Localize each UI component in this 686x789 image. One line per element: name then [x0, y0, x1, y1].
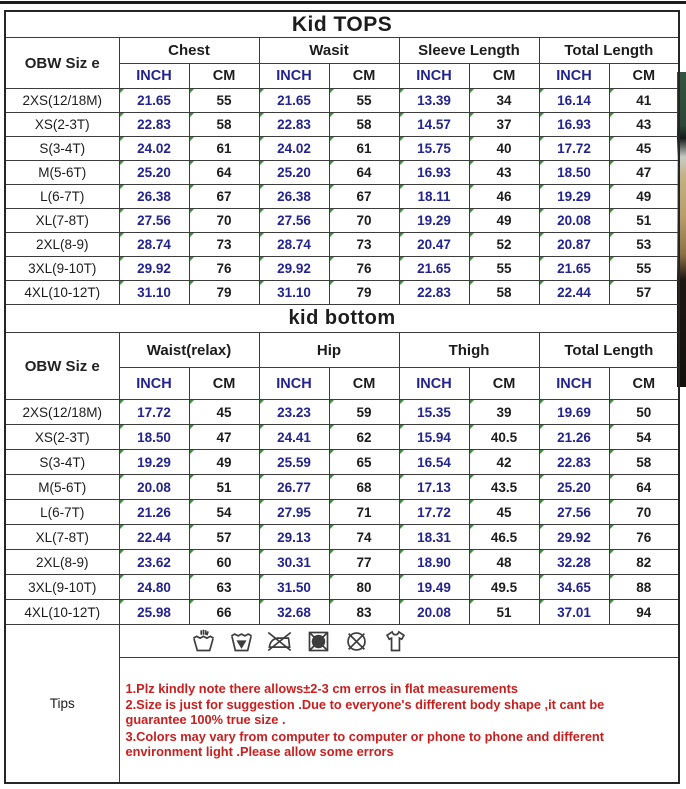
- tshirt-icon: [382, 628, 409, 655]
- cm-value-cell: 55: [329, 89, 399, 113]
- care-icons-row: [5, 625, 679, 658]
- unit-header-cm: CM: [469, 64, 539, 89]
- cm-value-cell: 51: [189, 475, 259, 500]
- bottoms-group-waist-relax: Waist(relax): [119, 333, 259, 368]
- cm-value-cell: 63: [189, 575, 259, 600]
- cm-value-cell: 64: [609, 475, 679, 500]
- inch-value-cell: 26.38: [119, 185, 189, 209]
- unit-header-cm: CM: [609, 368, 679, 400]
- inch-value-cell: 31.50: [259, 575, 329, 600]
- inch-value-cell: 16.93: [539, 113, 609, 137]
- inch-value-cell: 25.20: [539, 475, 609, 500]
- size-label-cell: XL(7-8T): [5, 209, 119, 233]
- inch-value-cell: 18.31: [399, 525, 469, 550]
- cm-value-cell: 43: [469, 161, 539, 185]
- cm-value-cell: 76: [609, 525, 679, 550]
- bottoms-group-header-row: [5, 333, 679, 368]
- inch-value-cell: 24.02: [259, 137, 329, 161]
- tip-line-3: 3.Colors may vary from computer to computer or phone to phone and different environment light .Please allow some errors: [125, 728, 605, 760]
- inch-value-cell: 18.11: [399, 185, 469, 209]
- size-label-cell: 3XL(9-10T): [5, 575, 119, 600]
- cm-value-cell: 79: [189, 281, 259, 305]
- inch-value-cell: 27.56: [539, 500, 609, 525]
- size-label-cell: 3XL(9-10T): [5, 257, 119, 281]
- tops-title: Kid TOPS: [5, 11, 679, 38]
- inch-value-cell: 17.72: [119, 400, 189, 425]
- inch-value-cell: 18.50: [119, 425, 189, 450]
- inch-value-cell: 26.77: [259, 475, 329, 500]
- table-row: [5, 233, 679, 257]
- cm-value-cell: 49: [609, 185, 679, 209]
- table-row: [5, 257, 679, 281]
- cm-value-cell: 43.5: [469, 475, 539, 500]
- size-label-cell: XS(2-3T): [5, 425, 119, 450]
- cm-value-cell: 58: [329, 113, 399, 137]
- inch-value-cell: 29.13: [259, 525, 329, 550]
- table-row: [5, 113, 679, 137]
- cm-value-cell: 55: [189, 89, 259, 113]
- cm-value-cell: 47: [609, 161, 679, 185]
- cm-value-cell: 79: [329, 281, 399, 305]
- cm-value-cell: 37: [469, 113, 539, 137]
- cm-value-cell: 74: [329, 525, 399, 550]
- inch-value-cell: 24.02: [119, 137, 189, 161]
- size-label-cell: 4XL(10-12T): [5, 600, 119, 625]
- table-row: [5, 89, 679, 113]
- cm-value-cell: 50: [609, 400, 679, 425]
- inch-value-cell: 27.56: [259, 209, 329, 233]
- cm-value-cell: 76: [189, 257, 259, 281]
- cm-value-cell: 77: [329, 550, 399, 575]
- unit-header-inch: INCH: [119, 64, 189, 89]
- size-label-cell: L(6-7T): [5, 185, 119, 209]
- table-row: [5, 425, 679, 450]
- tops-header-section: [5, 11, 679, 89]
- inch-value-cell: 22.44: [119, 525, 189, 550]
- inch-value-cell: 18.50: [539, 161, 609, 185]
- cm-value-cell: 46.5: [469, 525, 539, 550]
- bottoms-size-column-header: OBW Siz e: [5, 333, 119, 400]
- unit-header-cm: CM: [329, 64, 399, 89]
- inch-value-cell: 15.35: [399, 400, 469, 425]
- tops-group-header-row: [5, 38, 679, 64]
- cm-value-cell: 46: [469, 185, 539, 209]
- wash-tub-icon: [228, 628, 255, 655]
- inch-value-cell: 21.65: [119, 89, 189, 113]
- inch-value-cell: 22.44: [539, 281, 609, 305]
- cm-value-cell: 40.5: [469, 425, 539, 450]
- cm-value-cell: 58: [189, 113, 259, 137]
- size-label-cell: 2XL(8-9): [5, 233, 119, 257]
- inch-value-cell: 25.20: [119, 161, 189, 185]
- bottoms-data-section: [5, 400, 679, 625]
- cm-value-cell: 58: [609, 450, 679, 475]
- inch-value-cell: 13.39: [399, 89, 469, 113]
- inch-value-cell: 16.14: [539, 89, 609, 113]
- inch-value-cell: 25.20: [259, 161, 329, 185]
- cm-value-cell: 60: [189, 550, 259, 575]
- inch-value-cell: 23.23: [259, 400, 329, 425]
- inch-value-cell: 20.08: [539, 209, 609, 233]
- inch-value-cell: 25.59: [259, 450, 329, 475]
- cm-value-cell: 45: [189, 400, 259, 425]
- tops-group-sleeve-length: Sleeve Length: [399, 38, 539, 64]
- cm-value-cell: 67: [189, 185, 259, 209]
- cm-value-cell: 55: [609, 257, 679, 281]
- inch-value-cell: 31.10: [259, 281, 329, 305]
- bottoms-title: kid bottom: [5, 305, 679, 333]
- cm-value-cell: 55: [469, 257, 539, 281]
- cm-value-cell: 57: [609, 281, 679, 305]
- inch-value-cell: 22.83: [119, 113, 189, 137]
- size-label-cell: L(6-7T): [5, 500, 119, 525]
- cm-value-cell: 34: [469, 89, 539, 113]
- table-row: [5, 450, 679, 475]
- cm-value-cell: 70: [329, 209, 399, 233]
- inch-value-cell: 32.68: [259, 600, 329, 625]
- inch-value-cell: 17.72: [539, 137, 609, 161]
- inch-value-cell: 19.29: [399, 209, 469, 233]
- cm-value-cell: 65: [329, 450, 399, 475]
- cm-value-cell: 47: [189, 425, 259, 450]
- inch-value-cell: 29.92: [259, 257, 329, 281]
- cm-value-cell: 64: [189, 161, 259, 185]
- cm-value-cell: 53: [609, 233, 679, 257]
- inch-value-cell: 18.90: [399, 550, 469, 575]
- cm-value-cell: 49: [189, 450, 259, 475]
- cm-value-cell: 39: [469, 400, 539, 425]
- inch-value-cell: 15.75: [399, 137, 469, 161]
- table-row: [5, 475, 679, 500]
- cm-value-cell: 73: [329, 233, 399, 257]
- tips-label: Tips: [5, 625, 119, 784]
- size-label-cell: XL(7-8T): [5, 525, 119, 550]
- inch-value-cell: 20.47: [399, 233, 469, 257]
- do-not-iron-icon: [266, 628, 293, 655]
- tops-group-total-length: Total Length: [539, 38, 679, 64]
- unit-header-inch: INCH: [539, 368, 609, 400]
- inch-value-cell: 20.08: [119, 475, 189, 500]
- cm-value-cell: 62: [329, 425, 399, 450]
- inch-value-cell: 20.87: [539, 233, 609, 257]
- cm-value-cell: 66: [189, 600, 259, 625]
- cm-value-cell: 49.5: [469, 575, 539, 600]
- cm-value-cell: 61: [189, 137, 259, 161]
- care-icons-cell: [119, 625, 679, 658]
- cm-value-cell: 49: [469, 209, 539, 233]
- size-label-cell: 4XL(10-12T): [5, 281, 119, 305]
- table-row: [5, 575, 679, 600]
- cm-value-cell: 71: [329, 500, 399, 525]
- inch-value-cell: 16.54: [399, 450, 469, 475]
- unit-header-inch: INCH: [399, 368, 469, 400]
- inch-value-cell: 30.31: [259, 550, 329, 575]
- cm-value-cell: 73: [189, 233, 259, 257]
- table-row: [5, 525, 679, 550]
- inch-value-cell: 21.65: [399, 257, 469, 281]
- size-label-cell: 2XS(12/18M): [5, 89, 119, 113]
- unit-header-cm: CM: [469, 368, 539, 400]
- cm-value-cell: 70: [609, 500, 679, 525]
- bottoms-group-thigh: Thigh: [399, 333, 539, 368]
- inch-value-cell: 22.83: [399, 281, 469, 305]
- cm-value-cell: 52: [469, 233, 539, 257]
- cm-value-cell: 48: [469, 550, 539, 575]
- cm-value-cell: 61: [329, 137, 399, 161]
- unit-header-inch: INCH: [259, 64, 329, 89]
- inch-value-cell: 31.10: [119, 281, 189, 305]
- unit-header-inch: INCH: [399, 64, 469, 89]
- table-row: [5, 281, 679, 305]
- cm-value-cell: 94: [609, 600, 679, 625]
- unit-header-inch: INCH: [539, 64, 609, 89]
- inch-value-cell: 21.65: [259, 89, 329, 113]
- cm-value-cell: 57: [189, 525, 259, 550]
- unit-header-inch: INCH: [259, 368, 329, 400]
- cm-value-cell: 59: [329, 400, 399, 425]
- cm-value-cell: 64: [329, 161, 399, 185]
- table-row: [5, 137, 679, 161]
- size-label-cell: S(3-4T): [5, 137, 119, 161]
- inch-value-cell: 29.92: [539, 525, 609, 550]
- inch-value-cell: 27.95: [259, 500, 329, 525]
- tops-group-waist: Wasit: [259, 38, 399, 64]
- inch-value-cell: 17.72: [399, 500, 469, 525]
- inch-value-cell: 28.74: [119, 233, 189, 257]
- inch-value-cell: 23.62: [119, 550, 189, 575]
- inch-value-cell: 14.57: [399, 113, 469, 137]
- tip-line-1: 1.Plz kindly note there allows±2-3 cm erros in flat measurements: [125, 680, 518, 696]
- inch-value-cell: 28.74: [259, 233, 329, 257]
- table-row: [5, 550, 679, 575]
- cm-value-cell: 51: [469, 600, 539, 625]
- bottoms-header-section: [5, 305, 679, 400]
- cm-value-cell: 82: [609, 550, 679, 575]
- cm-value-cell: 70: [189, 209, 259, 233]
- inch-value-cell: 19.29: [119, 450, 189, 475]
- do-not-tumble-dry-icon: [305, 628, 332, 655]
- table-row: [5, 161, 679, 185]
- table-row: [5, 185, 679, 209]
- unit-header-cm: CM: [189, 368, 259, 400]
- tops-size-column-header: OBW Siz e: [5, 38, 119, 89]
- size-label-cell: S(3-4T): [5, 450, 119, 475]
- cm-value-cell: 45: [609, 137, 679, 161]
- inch-value-cell: 15.94: [399, 425, 469, 450]
- tips-section: [5, 625, 679, 784]
- table-row: [5, 500, 679, 525]
- inch-value-cell: 37.01: [539, 600, 609, 625]
- cm-value-cell: 41: [609, 89, 679, 113]
- tops-title-row: [5, 11, 679, 38]
- unit-header-cm: CM: [609, 64, 679, 89]
- cm-value-cell: 54: [189, 500, 259, 525]
- inch-value-cell: 21.26: [119, 500, 189, 525]
- cm-value-cell: 83: [329, 600, 399, 625]
- table-row: [5, 400, 679, 425]
- tips-text-cell: [119, 658, 679, 784]
- inch-value-cell: 22.83: [259, 113, 329, 137]
- inch-value-cell: 21.65: [539, 257, 609, 281]
- inch-value-cell: 29.92: [119, 257, 189, 281]
- size-label-cell: M(5-6T): [5, 475, 119, 500]
- tops-data-section: [5, 89, 679, 305]
- cm-value-cell: 58: [469, 281, 539, 305]
- cm-value-cell: 54: [609, 425, 679, 450]
- inch-value-cell: 16.93: [399, 161, 469, 185]
- inch-value-cell: 26.38: [259, 185, 329, 209]
- bottoms-group-total-length: Total Length: [539, 333, 679, 368]
- inch-value-cell: 24.41: [259, 425, 329, 450]
- inch-value-cell: 24.80: [119, 575, 189, 600]
- size-label-cell: 2XS(12/18M): [5, 400, 119, 425]
- inch-value-cell: 25.98: [119, 600, 189, 625]
- tip-line-2: 2.Size is just for suggestion .Due to everyone's different body shape ,it cant be guarantee 100% true size .: [125, 696, 605, 728]
- inch-value-cell: 19.29: [539, 185, 609, 209]
- cm-value-cell: 43: [609, 113, 679, 137]
- cm-value-cell: 68: [329, 475, 399, 500]
- do-not-dry-clean-icon: [343, 628, 370, 655]
- table-row: [5, 600, 679, 625]
- size-chart-table: [4, 10, 680, 784]
- cm-value-cell: 76: [329, 257, 399, 281]
- inch-value-cell: 21.26: [539, 425, 609, 450]
- bottoms-title-row: [5, 305, 679, 333]
- cm-value-cell: 80: [329, 575, 399, 600]
- inch-value-cell: 17.13: [399, 475, 469, 500]
- inch-value-cell: 34.65: [539, 575, 609, 600]
- cm-value-cell: 42: [469, 450, 539, 475]
- inch-value-cell: 20.08: [399, 600, 469, 625]
- cm-value-cell: 40: [469, 137, 539, 161]
- unit-header-inch: INCH: [119, 368, 189, 400]
- tops-group-chest: Chest: [119, 38, 259, 64]
- size-label-cell: M(5-6T): [5, 161, 119, 185]
- bottoms-group-hip: Hip: [259, 333, 399, 368]
- inch-value-cell: 22.83: [539, 450, 609, 475]
- unit-header-cm: CM: [329, 368, 399, 400]
- cm-value-cell: 51: [609, 209, 679, 233]
- inch-value-cell: 27.56: [119, 209, 189, 233]
- size-label-cell: XS(2-3T): [5, 113, 119, 137]
- unit-header-cm: CM: [189, 64, 259, 89]
- top-border-line: [0, 1, 686, 4]
- cm-value-cell: 88: [609, 575, 679, 600]
- cm-value-cell: 45: [469, 500, 539, 525]
- inch-value-cell: 32.28: [539, 550, 609, 575]
- size-label-cell: 2XL(8-9): [5, 550, 119, 575]
- inch-value-cell: 19.69: [539, 400, 609, 425]
- inch-value-cell: 19.49: [399, 575, 469, 600]
- hand-wash-icon: [190, 628, 217, 655]
- cm-value-cell: 67: [329, 185, 399, 209]
- table-row: [5, 209, 679, 233]
